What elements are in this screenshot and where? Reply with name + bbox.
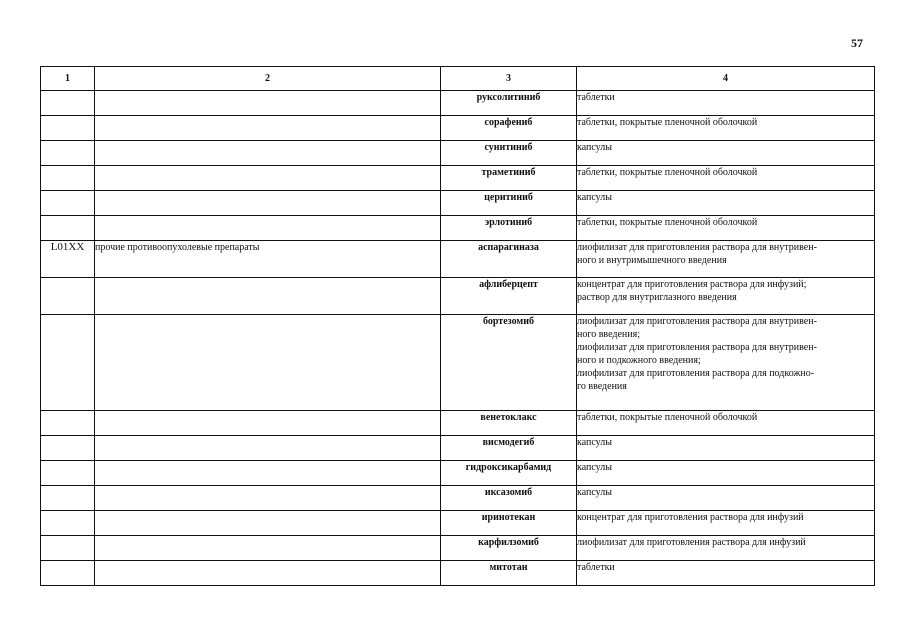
atc-code-cell <box>41 486 95 511</box>
dosage-form-line: капсулы <box>577 437 612 448</box>
atc-code-cell <box>41 411 95 436</box>
atc-code-cell <box>41 536 95 561</box>
drug-name-cell: гидроксикарбамид <box>441 461 577 486</box>
atc-code-cell <box>41 141 95 166</box>
drug-name-cell: иксазомиб <box>441 486 577 511</box>
drug-name-cell: эрлотиниб <box>441 216 577 241</box>
table-row <box>41 436 875 461</box>
drug-name-cell: сунитиниб <box>441 141 577 166</box>
column-header-2: 2 <box>95 67 441 91</box>
dosage-form-line: таблетки, покрытые пленочной оболочкой <box>577 217 758 228</box>
table-row <box>41 511 875 536</box>
column-header-3: 3 <box>441 67 577 91</box>
group-name-cell <box>95 191 441 216</box>
dosage-form-line: лиофилизат для приготовления раствора для внутривен- <box>577 242 817 253</box>
dosage-form-cell <box>577 561 875 586</box>
table-row <box>41 536 875 561</box>
group-name-cell <box>95 278 441 315</box>
dosage-form-cell <box>577 486 875 511</box>
drug-name-cell: венетоклакс <box>441 411 577 436</box>
atc-code-cell <box>41 191 95 216</box>
dosage-form-line: лиофилизат для приготовления раствора для внутривен- <box>577 316 817 327</box>
dosage-form-cell <box>577 461 875 486</box>
dosage-form-line: го введения <box>577 381 627 392</box>
dosage-form-line: лиофилизат для приготовления раствора для внутривен- <box>577 342 817 353</box>
drug-name-cell: аспарагиназа <box>441 241 577 278</box>
group-name-cell <box>95 461 441 486</box>
table-row <box>41 191 875 216</box>
dosage-form-cell <box>577 511 875 536</box>
group-name-cell <box>95 166 441 191</box>
dosage-form-cell <box>577 216 875 241</box>
group-name-cell <box>95 116 441 141</box>
table-row <box>41 278 875 315</box>
group-name-cell <box>95 511 441 536</box>
dosage-form-line: раствор для внутриглазного введения <box>577 292 737 303</box>
atc-code-cell <box>41 91 95 116</box>
group-name-cell <box>95 411 441 436</box>
dosage-form-cell <box>577 436 875 461</box>
group-name-cell <box>95 315 441 411</box>
group-name-cell <box>95 561 441 586</box>
dosage-form-line: таблетки <box>577 562 615 573</box>
dosage-form-line: таблетки, покрытые пленочной оболочкой <box>577 117 758 128</box>
table-row <box>41 461 875 486</box>
table-row <box>41 561 875 586</box>
dosage-form-cell <box>577 411 875 436</box>
drug-name-cell: руксолитиниб <box>441 91 577 116</box>
drug-name-cell: бортезомиб <box>441 315 577 411</box>
drug-table <box>40 66 875 586</box>
group-name-cell <box>95 436 441 461</box>
dosage-form-line: лиофилизат для приготовления раствора для инфузий <box>577 537 806 548</box>
atc-code-cell <box>41 511 95 536</box>
table-row <box>41 486 875 511</box>
column-header-4: 4 <box>577 67 875 91</box>
drug-name-cell: иринотекан <box>441 511 577 536</box>
header-row <box>41 67 875 91</box>
atc-code-cell <box>41 561 95 586</box>
table-row <box>41 315 875 411</box>
dosage-form-cell <box>577 315 875 411</box>
table-row <box>41 241 875 278</box>
dosage-form-cell <box>577 141 875 166</box>
table-body <box>41 91 875 586</box>
dosage-form-cell <box>577 166 875 191</box>
dosage-form-line: ного и внутримышечного введения <box>577 255 727 266</box>
dosage-form-line: капсулы <box>577 487 612 498</box>
table-row <box>41 91 875 116</box>
dosage-form-line: капсулы <box>577 192 612 203</box>
atc-code-cell <box>41 436 95 461</box>
column-header-1: 1 <box>41 67 95 91</box>
atc-code-cell <box>41 315 95 411</box>
dosage-form-cell <box>577 278 875 315</box>
dosage-form-cell <box>577 536 875 561</box>
drug-name-cell: траметиниб <box>441 166 577 191</box>
table-row <box>41 141 875 166</box>
atc-code-cell: L01XX <box>41 241 95 278</box>
group-name-cell <box>95 141 441 166</box>
dosage-form-line: таблетки <box>577 92 615 103</box>
drug-name-cell: сорафениб <box>441 116 577 141</box>
drug-name-cell: висмодегиб <box>441 436 577 461</box>
dosage-form-line: лиофилизат для приготовления раствора для подкожно- <box>577 368 815 379</box>
dosage-form-line: капсулы <box>577 142 612 153</box>
atc-code-cell <box>41 461 95 486</box>
group-name-cell <box>95 91 441 116</box>
table-row <box>41 216 875 241</box>
drug-name-cell: митотан <box>441 561 577 586</box>
table-row <box>41 166 875 191</box>
dosage-form-cell <box>577 116 875 141</box>
atc-code-cell <box>41 216 95 241</box>
drug-name-cell: церитиниб <box>441 191 577 216</box>
atc-code-cell <box>41 166 95 191</box>
group-name-cell: прочие противоопухолевые препараты <box>95 241 441 278</box>
table-row <box>41 116 875 141</box>
drug-name-cell: афлиберцепт <box>441 278 577 315</box>
dosage-form-cell <box>577 191 875 216</box>
dosage-form-line: таблетки, покрытые пленочной оболочкой <box>577 412 758 423</box>
atc-code-cell <box>41 116 95 141</box>
page-number: 57 <box>851 36 863 50</box>
dosage-form-line: таблетки, покрытые пленочной оболочкой <box>577 167 758 178</box>
dosage-form-line: ного введения; <box>577 329 641 340</box>
dosage-form-cell <box>577 91 875 116</box>
drug-name-cell: карфилзомиб <box>441 536 577 561</box>
dosage-form-line: концентрат для приготовления раствора для инфузий <box>577 512 804 523</box>
dosage-form-line: капсулы <box>577 462 612 473</box>
group-name-cell <box>95 216 441 241</box>
group-name-cell <box>95 486 441 511</box>
atc-code-cell <box>41 278 95 315</box>
group-name-cell <box>95 536 441 561</box>
dosage-form-cell <box>577 241 875 278</box>
dosage-form-line: концентрат для приготовления раствора для инфузий; <box>577 279 807 290</box>
dosage-form-line: ного и подкожного введения; <box>577 355 701 366</box>
table-row <box>41 411 875 436</box>
